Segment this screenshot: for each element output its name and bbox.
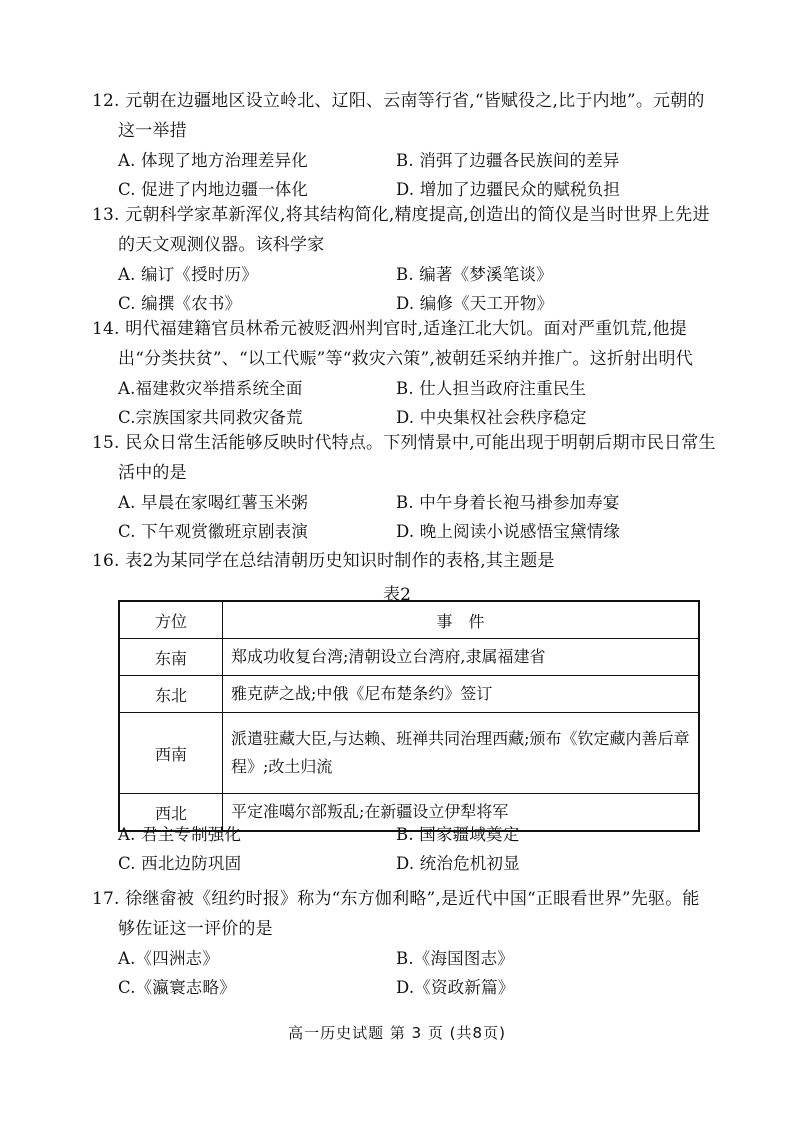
- option-b: B. 国家疆域奠定: [396, 825, 520, 844]
- options-grid: [92, 944, 716, 1002]
- option-b: B.《海国图志》: [396, 949, 514, 968]
- table-row: [119, 676, 699, 713]
- question-14: [92, 314, 716, 432]
- option-d: D. 增加了边疆民众的赋税负担: [396, 180, 621, 199]
- page-footer: 高一历史试题 第 3 页 (共8页): [288, 1024, 506, 1042]
- table-header-row: [119, 601, 699, 639]
- table-cell-event: 平定准噶尔部叛乱;在新疆设立伊犁将军: [223, 794, 700, 832]
- table-cell-event: 雅克萨之战;中俄《尼布楚条约》签订: [223, 676, 700, 713]
- question-stem: 13. 元朝科学家革新浑仪,将其结构简化,精度提高,创造出的简仪是当时世界上先进的天文观测仪器。该科学家: [92, 205, 710, 255]
- option-c: C. 促进了内地边疆一体化: [118, 180, 309, 199]
- table-header-events: 事 件: [223, 601, 700, 639]
- option-b: B. 编著《梦溪笔谈》: [396, 265, 553, 284]
- table-caption: 表2: [383, 585, 411, 605]
- options-grid: [118, 820, 718, 878]
- option-c: C.宗族国家共同救灾备荒: [118, 408, 303, 427]
- options-grid: [92, 260, 716, 318]
- question-stem: 16. 表2为某同学在总结清朝历史知识时制作的表格,其主题是: [92, 551, 555, 571]
- option-a: A. 君主专制强化: [118, 825, 242, 844]
- table-cell-direction: 东北: [119, 676, 223, 713]
- question-12: [92, 86, 716, 204]
- table-cell-direction: 西南: [119, 713, 223, 794]
- option-c: C.《瀛寰志略》: [118, 978, 236, 997]
- option-c: C. 下午观赏徽班京剧表演: [118, 522, 309, 541]
- option-b: B. 消弭了边疆各民族间的差异: [396, 151, 620, 170]
- option-c: C. 编撰《农书》: [118, 294, 242, 313]
- table-cell-direction: 西北: [119, 794, 223, 832]
- table-cell-direction: 东南: [119, 639, 223, 676]
- option-c: C. 西北边防巩固: [118, 854, 242, 873]
- option-a: A.《四洲志》: [118, 949, 220, 968]
- option-d: D. 编修《天工开物》: [396, 294, 554, 313]
- question-13: [92, 200, 716, 318]
- option-a: A. 早晨在家喝红薯玉米粥: [118, 493, 309, 512]
- options-grid: [92, 488, 716, 546]
- options-grid: [92, 146, 716, 204]
- table-cell-event: 派遣驻藏大臣,与达赖、班禅共同治理西藏;颁布《钦定藏内善后章程》;改土归流: [223, 713, 700, 794]
- question-16-options: [118, 820, 718, 878]
- question-stem: 15. 民众日常生活能够反映时代特点。下列情景中,可能出现于明朝后期市民日常生活中的是: [92, 433, 716, 483]
- table-row: [119, 713, 699, 794]
- options-grid: [92, 374, 716, 432]
- option-b: B. 中午身着长袍马褂参加寿宴: [396, 493, 620, 512]
- question-stem: 12. 元朝在边疆地区设立岭北、辽阳、云南等行省,“皆赋役之,比于内地”。元朝的这一举措: [92, 91, 705, 141]
- option-a: A. 体现了地方治理差异化: [118, 151, 309, 170]
- question-stem: 17. 徐继畲被《纽约时报》称为“东方伽利略”,是近代中国“正眼看世界”先驱。能够佐证这一评价的是: [92, 889, 700, 939]
- option-d: D. 统治危机初显: [396, 854, 520, 873]
- option-a: A.福建救灾举措系统全面: [118, 379, 303, 398]
- table-cell-event: 郑成功收复台湾;清朝设立台湾府,隶属福建省: [223, 639, 700, 676]
- option-d: D. 晚上阅读小说感悟宝黛情缘: [396, 522, 621, 541]
- option-d: D. 中央集权社会秩序稳定: [396, 408, 587, 427]
- question-stem: 14. 明代福建籍官员林希元被贬泗州判官时,适逢江北大饥。面对严重饥荒,他提出“分类扶贫”、“以工代赈”等“救灾六策”,被朝廷采纳并推广。这折射出明代: [92, 319, 693, 369]
- question-16: [92, 546, 716, 576]
- option-a: A. 编订《授时历》: [118, 265, 258, 284]
- question-17: [92, 884, 716, 1002]
- table-header-direction: 方位: [119, 601, 223, 639]
- events-table: [118, 600, 700, 832]
- question-15: [92, 428, 716, 546]
- option-d: D.《资政新篇》: [396, 978, 515, 997]
- table-row: [119, 639, 699, 676]
- option-b: B. 仕人担当政府注重民生: [396, 379, 587, 398]
